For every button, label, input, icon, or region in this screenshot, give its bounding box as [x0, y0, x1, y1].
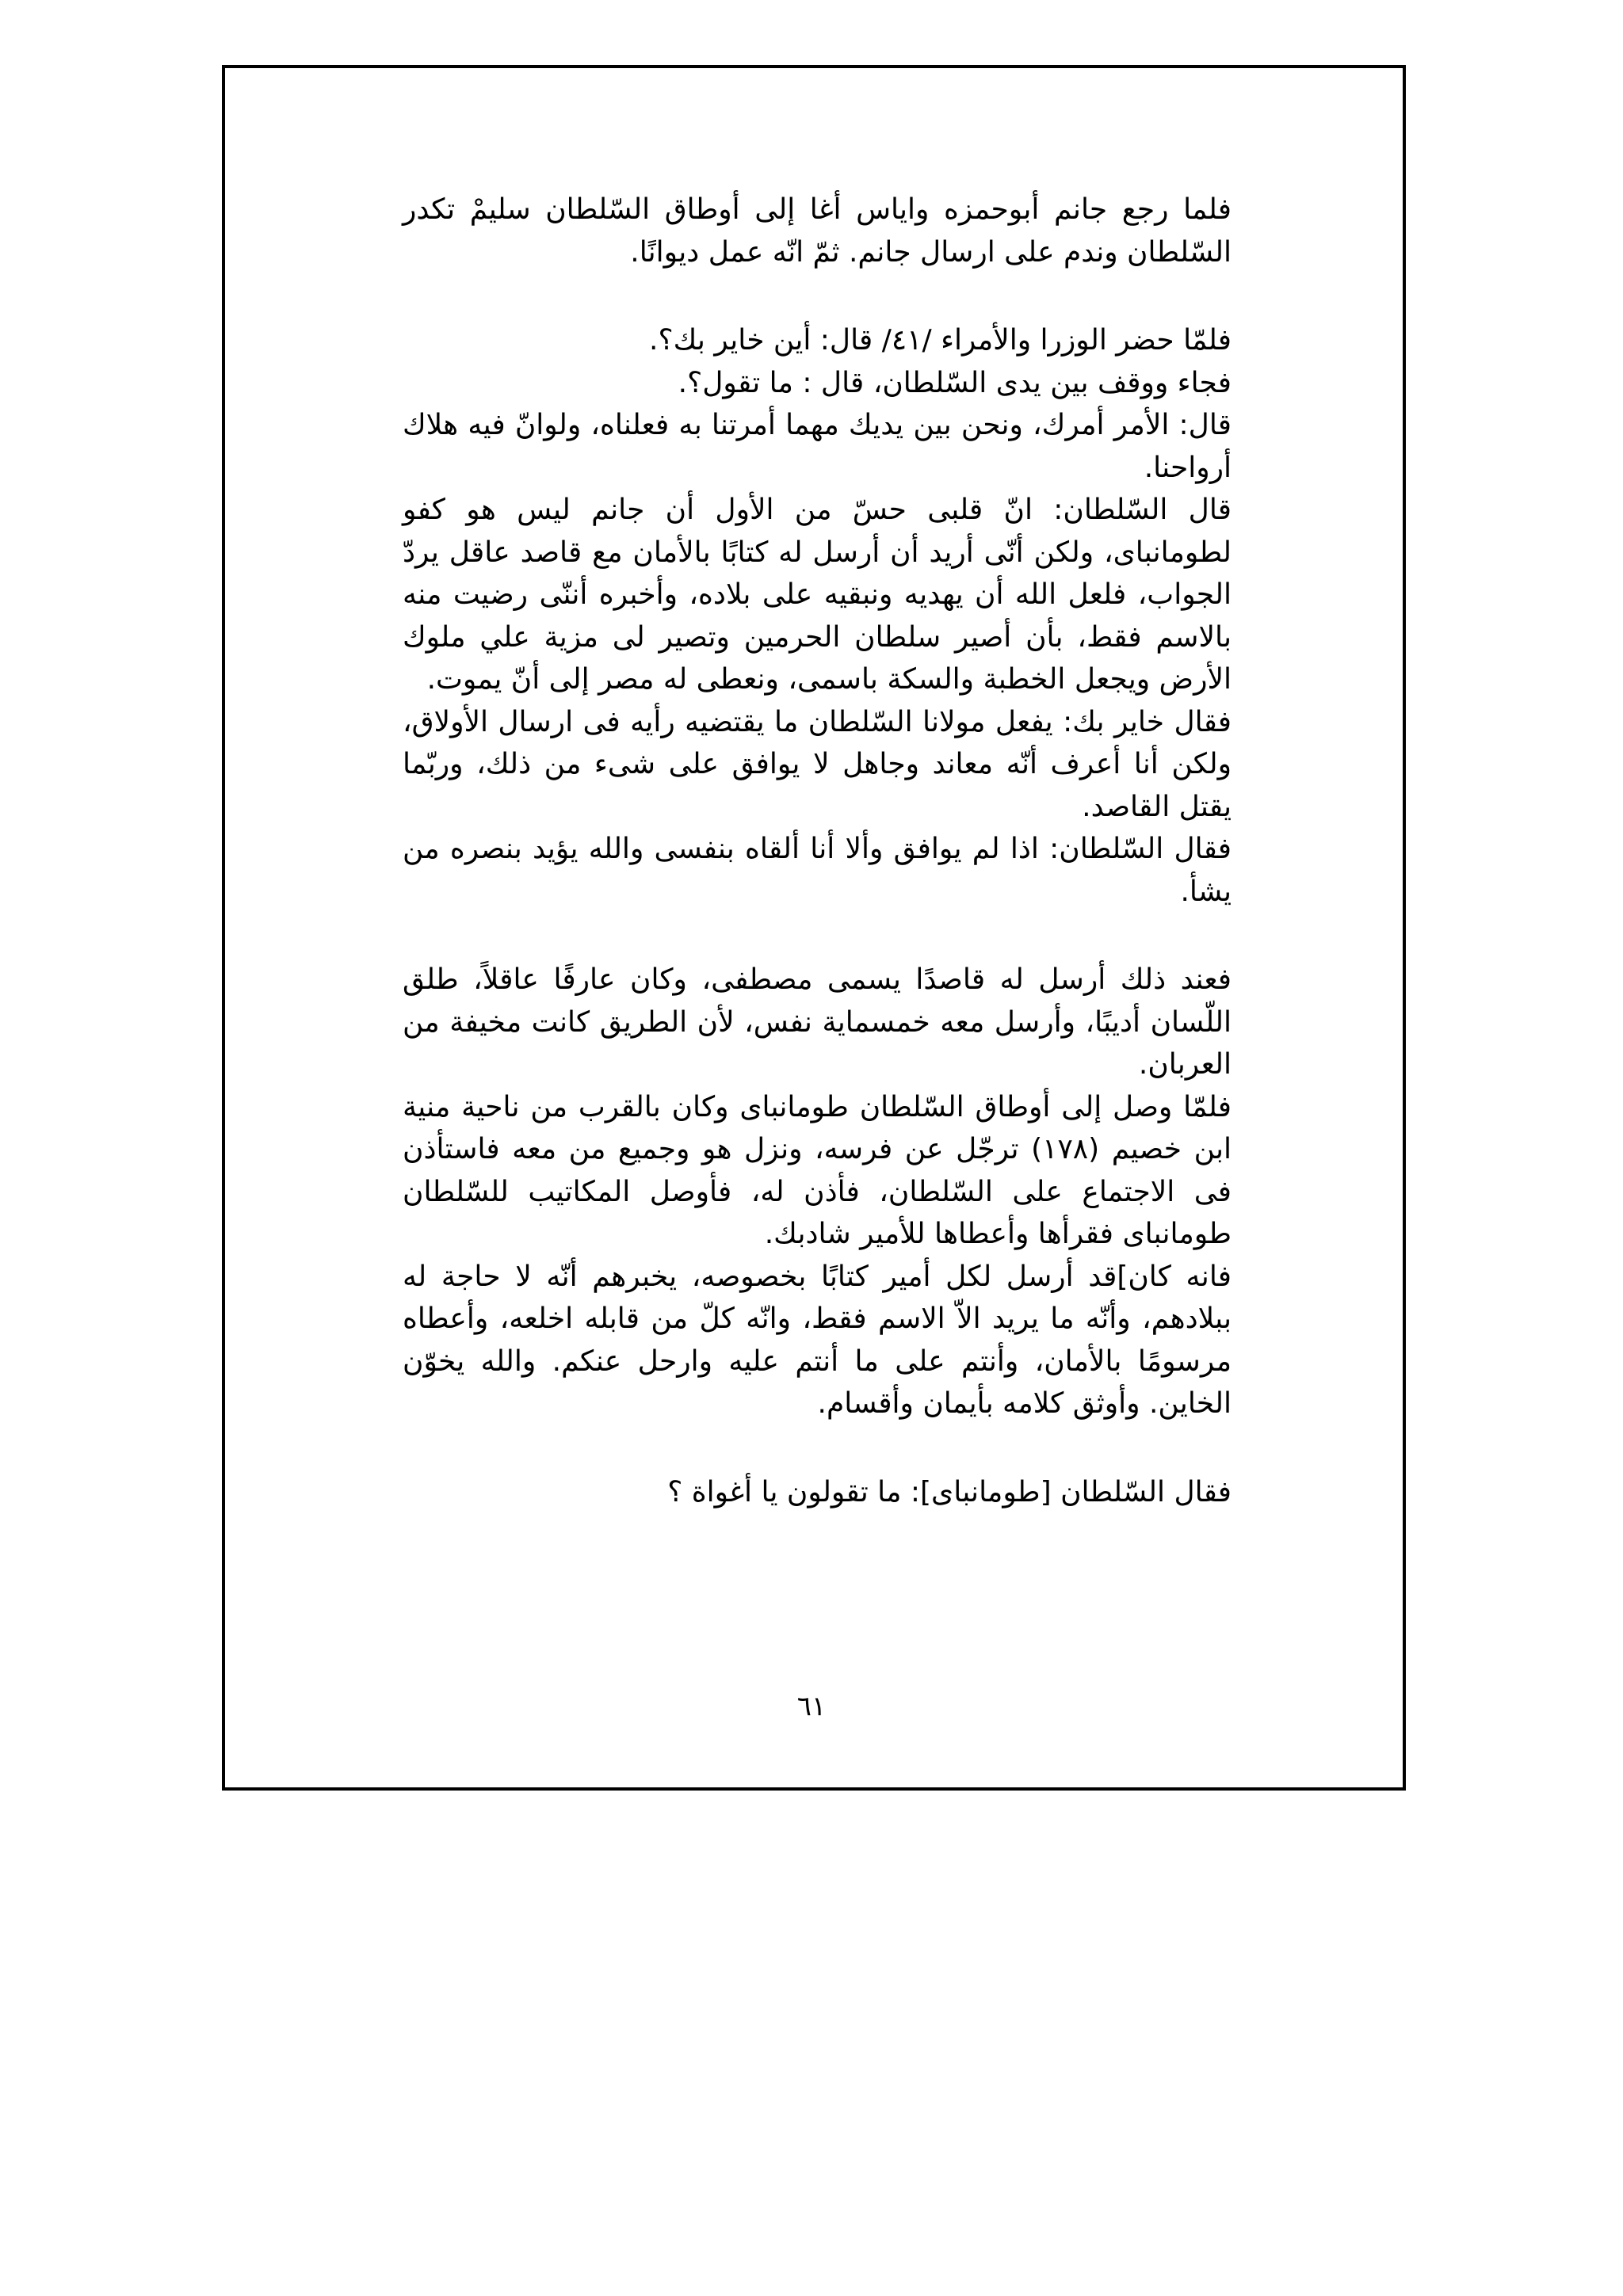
body-text	[403, 189, 1232, 1513]
paragraph-sultan-speech: قال السّلطان: انّ قلبى حسّ من الأول أن جانم ليس هو كفو لطومانباى، ولكن أنّى أريد أن أرسل له كتابًا بالأمان مع قاصد عاقل يردّ الجواب، فلعل الله أن يهديه ونبقيه على بلاده، وأخبره أننّى رضيت منه بالاسم فقط، بأن أصير سلطان الحرمين وتصير لى مزية علي ملوك الأرض ويجعل الخطبة والسكة باسمى، ونعطى له مصر إلى أنّ يموت.	[403, 494, 1232, 696]
paragraph-envoy-sent: فعند ذلك أرسل له قاصدًا يسمى مصطفى، وكان عارفًا عاقلاً، طلق اللّسان أديبًا، وأرسل معه خمسماية نفس، لأن الطريق كانت مخيفة من العربان.	[403, 963, 1232, 1081]
paragraph-tumanbay-asks: فقال السّلطان [طومانباى]: ما تقولون يا أغواة ؟	[667, 1475, 1232, 1508]
paragraph-khayir-bey-answer: فقال خاير بك: يفعل مولانا السّلطان ما يقتضيه رأيه فى ارسال الأولاق، ولكن أنا أعرف أنّه معاند وجاهل لا يوافق على شىء من ذلك، وربّما يقتل القاصد.	[403, 705, 1232, 823]
paragraph-gap	[403, 1425, 1232, 1471]
page-number: ٦١	[796, 1691, 827, 1722]
paragraph-letters: فانه كان]قد أرسل لكل أمير كتابًا بخصوصه، يخبرهم أنّه لا حاجة له ببلادهم، وأنّه ما يريد الاّ الاسم فقط، وانّه كلّ من قابله اخلعه، وأعطاه مرسومًا بالأمان، وأنتم على ما أنتم عليه وارحل عنكم. والله يخوّن الخاين. وأوثق كلامه بأيمان وأقسام.	[403, 1260, 1232, 1420]
paragraph-khayir-bey-stands: فجاء ووقف بين يدى السّلطان، قال : ما تقول؟.	[678, 366, 1232, 399]
paragraph-reply: قال: الأمر أمرك، ونحن بين يديك مهما أمرتنا به فعلناه، ولوانّ فيه هلاك أرواحنا.	[403, 409, 1232, 484]
paragraph-return-of-janim: فلما رجع جانم أبوحمزه واياس أغا إلى أوطاق السّلطان سليمْ تكدر السّلطان وندم على ارسال جانم. ثمّ انّه عمل ديوانًا.	[403, 193, 1232, 269]
paragraph-sultan-resolve: فقال السّلطان: اذا لم يوافق وألا أنا ألقاه بنفسى والله يؤيد بنصره من يشأ.	[403, 833, 1232, 908]
paragraph-gap	[403, 273, 1232, 319]
paragraph-gap	[403, 913, 1232, 959]
paragraph-envoy-arrives: فلمّا وصل إلى أوطاق السّلطان طومانباى وكان بالقرب من ناحية منية ابن خصيم (١٧٨) ترجّل عن فرسه، ونزل هو وجميع من معه فاستأذن فى الاجتماع على السّلطان، فأذن له، فأوصل المكاتيب للسّلطان طومانباى فقرأها وأعطاها للأمير شادبك.	[403, 1090, 1232, 1250]
paragraph-council: فلمّا حضر الوزرا والأمراء /٤١/ قال: أين خاير بك؟.	[649, 324, 1232, 357]
